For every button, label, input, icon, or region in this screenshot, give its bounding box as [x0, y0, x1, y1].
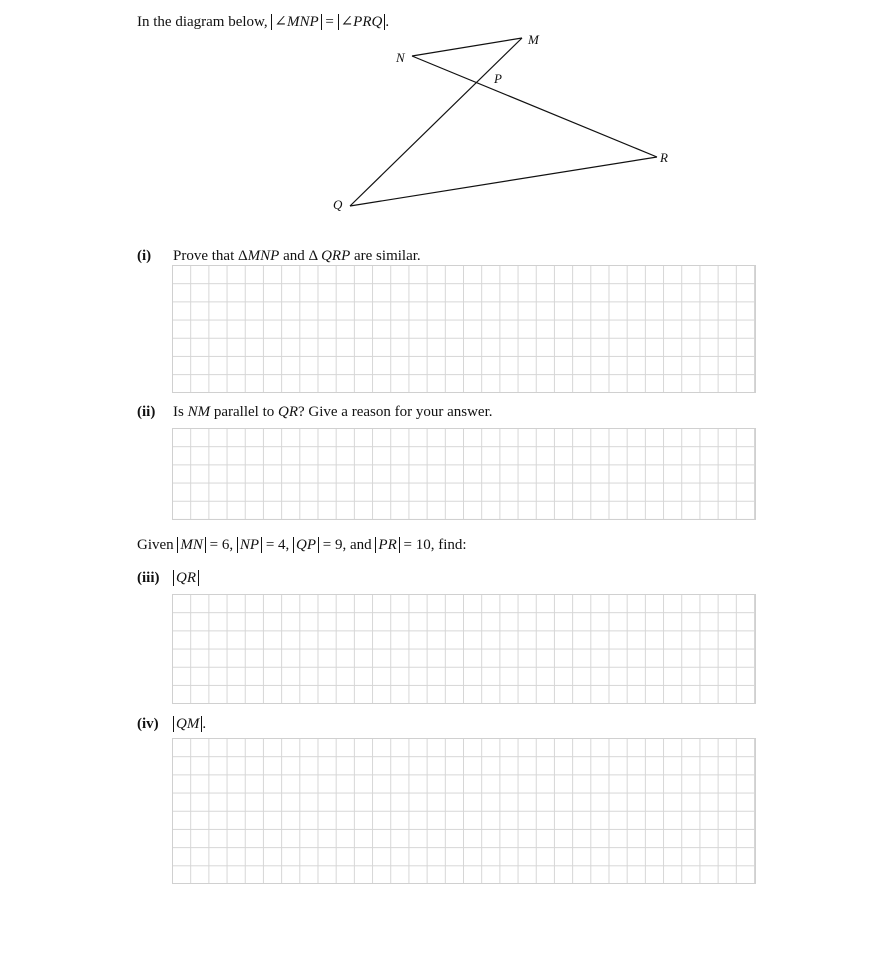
angle-prq: ∠PRQ	[338, 14, 386, 30]
answer-grid-ii[interactable]	[172, 428, 756, 520]
segment-mq	[350, 38, 522, 206]
label-q: Q	[333, 197, 343, 212]
label-n: N	[396, 50, 405, 65]
part-iii-number: (iii)	[137, 570, 160, 586]
answer-grid-iv[interactable]	[172, 738, 756, 884]
label-r: R	[660, 150, 668, 165]
triangle-diagram	[0, 0, 892, 230]
part-i-number: (i)	[137, 248, 152, 264]
part-iv-question: QM .	[173, 716, 206, 733]
answer-grid-iii[interactable]	[172, 594, 756, 704]
part-iii-question: QR	[173, 570, 199, 587]
given-line: Given MN = 6, NP = 4, QP = 9, and PR = 10, find:	[137, 537, 467, 553]
part-ii-number: (ii)	[137, 404, 156, 420]
answer-grid-i[interactable]	[172, 265, 756, 393]
angle-mnp: ∠MNP	[271, 14, 321, 30]
segment-nr	[412, 56, 657, 157]
part-iv-number: (iv)	[137, 716, 159, 732]
part-ii-question: Is NM parallel to QR? Give a reason for your answer.	[173, 404, 493, 420]
label-p: P	[494, 71, 502, 86]
segment-qr	[350, 157, 657, 206]
equals-sign: =	[325, 14, 334, 30]
intro-prefix: In the diagram below,	[137, 14, 268, 30]
intro-suffix: .	[385, 14, 390, 30]
part-i-question: Prove that ΔMNP and Δ QRP are similar.	[173, 248, 421, 264]
label-m: M	[528, 32, 539, 47]
